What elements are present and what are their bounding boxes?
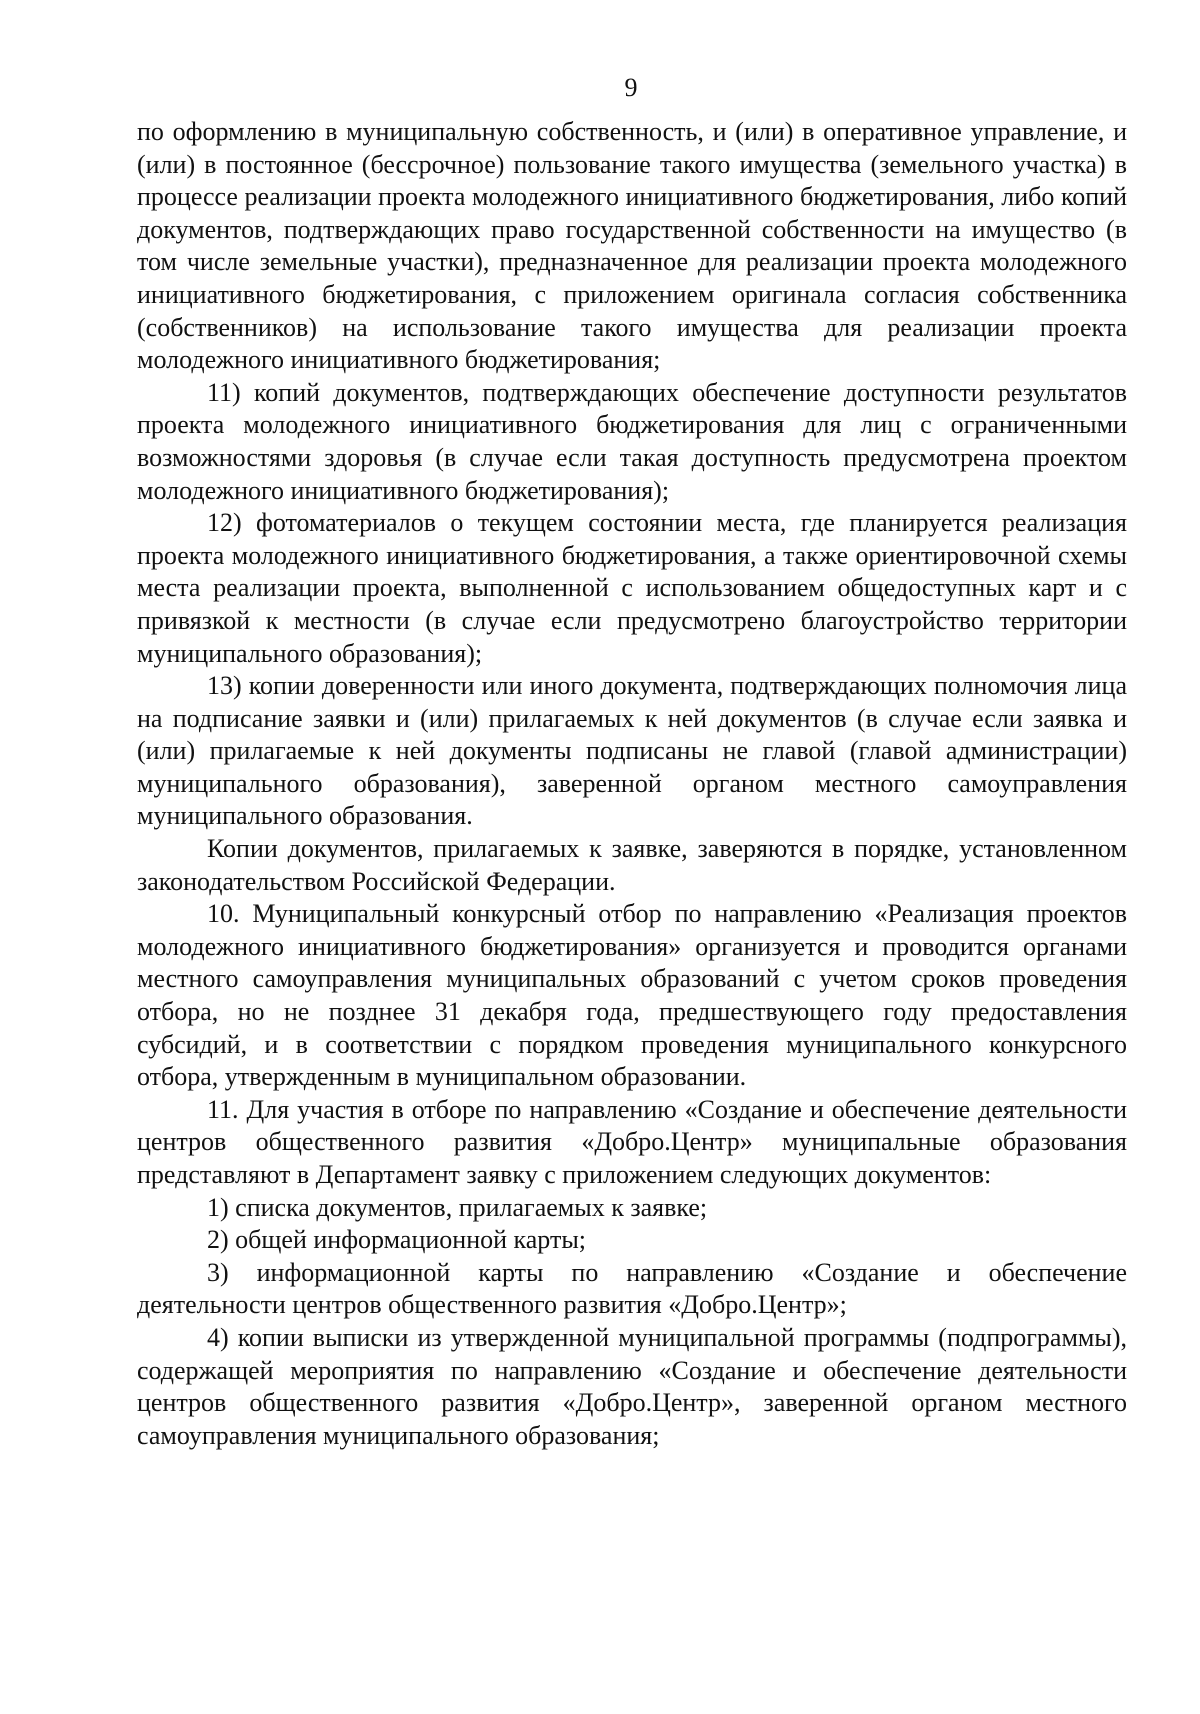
paragraph-list-item-3: 3) информационной карты по направлению «Создание и обеспечение деятельности центров общественного развития «Добро.Центр»; bbox=[137, 1257, 1127, 1320]
document-body bbox=[137, 116, 1127, 1452]
paragraph-copies-note: Копии документов, прилагаемых к заявке, заверяются в порядке, установленном законодательством Российской Федерации. bbox=[137, 834, 1127, 896]
paragraph-item-13: 13) копии доверенности или иного документа, подтверждающих полномочия лица на подписание заявки и (или) прилагаемых к ней документов (в случае если заявка и (или) прилагаемые к ней документы подписаны не главой (главой администрации) муниципального образования), заверенной органом местного самоуправления муниципального образования. bbox=[137, 671, 1127, 831]
paragraph-list-item-1: 1) списка документов, прилагаемых к заявке; bbox=[207, 1192, 708, 1222]
paragraph-list-item-2: 2) общей информационной карты; bbox=[207, 1225, 587, 1255]
paragraph-section-11: 11. Для участия в отборе по направлению «Создание и обеспечение деятельности центров общественного развития «Добро.Центр» муниципальные образования представляют в Департамент заявку с приложением следующих документов: bbox=[137, 1094, 1127, 1189]
paragraph-list-item-4: 4) копии выписки из утвержденной муниципальной программы (подпрограммы), содержащей мероприятия по направлению «Создание и обеспечение деятельности центров общественного развития «Добро.Центр», заверенной органом местного самоуправления муниципального образования; bbox=[137, 1322, 1127, 1450]
paragraph-item-12: 12) фотоматериалов о текущем состоянии места, где планируется реализация проекта молодежного инициативного бюджетирования, а также ориентировочной схемы места реализации проекта, выполненной с использованием общедоступных карт и с привязкой к местности (в случае если предусмотрено благоустройство территории муниципального образования); bbox=[137, 508, 1127, 668]
paragraph-item-11: 11) копий документов, подтверждающих обеспечение доступности результатов проекта молодежного инициативного бюджетирования для лиц с ограниченными возможностями здоровья (в случае если такая доступность предусмотрена проектом молодежного инициативного бюджетирования); bbox=[137, 377, 1127, 505]
page-number: 9 bbox=[624, 73, 638, 102]
paragraph-section-10: 10. Муниципальный конкурсный отбор по направлению «Реализация проектов молодежного инициативного бюджетирования» организуется и проводится органами местного самоуправления муниципальных образований с учетом сроков проведения отбора, но не позднее 31 декабря года, предшествующего году предоставления субсидий, и в соответствии с порядком проведения муниципального конкурсного отбора, утвержденным в муниципальном образовании. bbox=[137, 899, 1127, 1092]
paragraph-continuation: по оформлению в муниципальную собственность, и (или) в оперативное управление, и (или) в постоянное (бессрочное) пользование такого имущества (земельного участка) в процессе реализации проекта молодежного инициативного бюджетирования, либо копий документов, подтверждающих право государственной собственности на имущество (в том числе земельные участки), предназначенное для реализации проекта молодежного инициативного бюджетирования, с приложением оригинала согласия собственника (собственников) на использование такого имущества для реализации проекта молодежного инициативного бюджетирования; bbox=[137, 117, 1127, 375]
